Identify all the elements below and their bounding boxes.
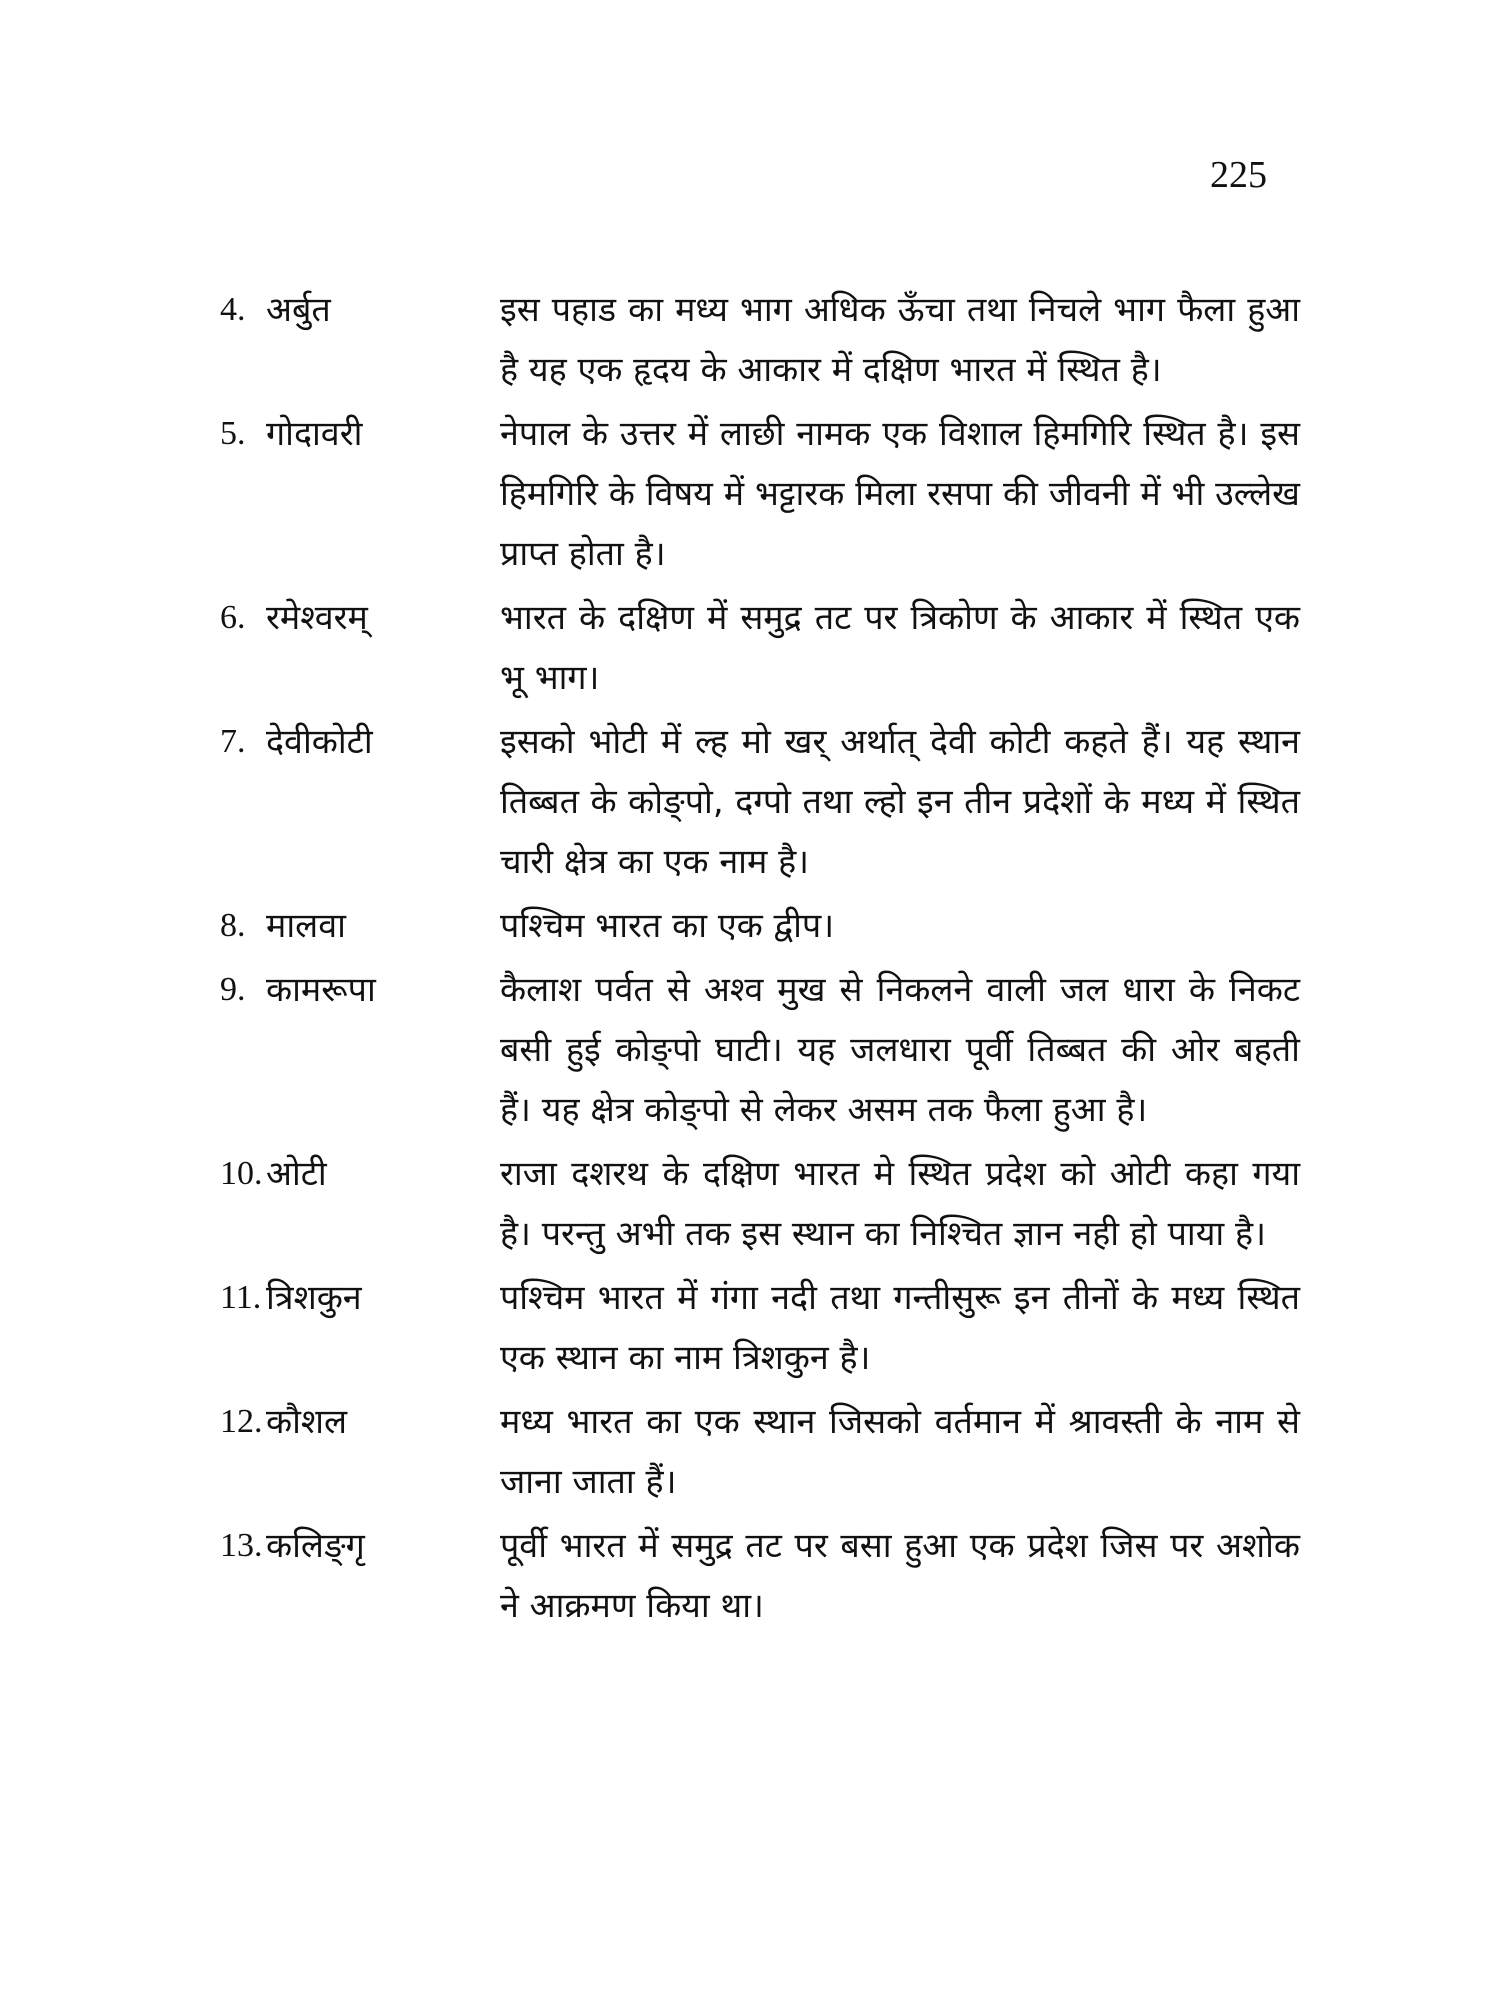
entry-term [220, 588, 500, 648]
entry-name: गोदावरी [266, 414, 363, 454]
entry-term [220, 712, 500, 772]
entry-description: इस पहाड का मध्य भाग अधिक ऊँचा तथा निचले भाग फैला हुआ है यह एक हृदय के आकार में दक्षिण भारत में स्थित है। [500, 290, 1300, 390]
glossary-entry [220, 404, 1300, 584]
glossary-entry [220, 896, 1300, 956]
entry-name: मालवा [266, 906, 346, 946]
page-number: 225 [1210, 154, 1267, 196]
entry-name: रमेश्वरम् [266, 598, 368, 638]
glossary-entry [220, 588, 1300, 708]
entry-name: देवीकोटी [266, 722, 373, 762]
glossary-entry [220, 712, 1300, 892]
entry-name: कौशल [266, 1402, 348, 1442]
entry-number: 5. [220, 415, 246, 452]
entry-number: 11. [220, 1279, 262, 1316]
entry-term [220, 280, 500, 340]
entry-term [220, 1392, 500, 1452]
glossary-entry [220, 1392, 1300, 1512]
entry-number: 8. [220, 907, 246, 944]
entry-description: कैलाश पर्वत से अश्व मुख से निकलने वाली जल धारा के निकट बसी हुई कोङ्पो घाटी। यह जलधारा पूर्वी तिब्बत की ओर बहती हैं। यह क्षेत्र कोङ्पो से लेकर असम तक फैला हुआ है। [500, 970, 1300, 1130]
glossary-list [220, 280, 1300, 1640]
entry-name: अर्बुत [266, 290, 331, 330]
entry-description: पश्चिम भारत का एक द्वीप। [500, 906, 835, 946]
glossary-entry [220, 960, 1300, 1140]
entry-term [220, 1144, 500, 1204]
entry-description: राजा दशरथ के दक्षिण भारत मे स्थित प्रदेश को ओटी कहा गया है। परन्तु अभी तक इस स्थान का निश्चित ज्ञान नही हो पाया है। [500, 1154, 1300, 1254]
entry-term [220, 1516, 500, 1576]
entry-number: 4. [220, 291, 246, 328]
glossary-entry [220, 280, 1300, 400]
entry-term [220, 896, 500, 956]
entry-term [220, 404, 500, 464]
entry-term [220, 960, 500, 1020]
entry-number: 10. [220, 1155, 263, 1192]
entry-name: कलिङ्गृ [266, 1526, 365, 1566]
entry-term [220, 1268, 500, 1328]
entry-description: पूर्वी भारत में समुद्र तट पर बसा हुआ एक प्रदेश जिस पर अशोक ने आक्रमण किया था। [500, 1526, 1300, 1626]
glossary-entry [220, 1144, 1300, 1264]
entry-description: मध्य भारत का एक स्थान जिसको वर्तमान में श्रावस्ती के नाम से जाना जाता हैं। [500, 1402, 1300, 1502]
entry-name: ओटी [266, 1154, 327, 1194]
glossary-entry [220, 1516, 1300, 1636]
entry-number: 13. [220, 1527, 263, 1564]
entry-name: त्रिशकुन [266, 1278, 362, 1318]
entry-description: नेपाल के उत्तर में लाछी नामक एक विशाल हिमगिरि स्थित है। इस हिमगिरि के विषय में भट्टारक मिला रसपा की जीवनी में भी उल्लेख प्राप्त होता है। [500, 414, 1300, 574]
entry-number: 7. [220, 723, 246, 760]
entry-number: 12. [220, 1403, 263, 1440]
entry-number: 9. [220, 971, 246, 1008]
entry-name: कामरूपा [266, 970, 376, 1010]
entry-description: पश्चिम भारत में गंगा नदी तथा गन्तीसुरू इन तीनों के मध्य स्थित एक स्थान का नाम त्रिशकुन है। [500, 1278, 1300, 1378]
entry-description: भारत के दक्षिण में समुद्र तट पर त्रिकोण के आकार में स्थित एक भू भाग। [500, 598, 1300, 698]
glossary-entry [220, 1268, 1300, 1388]
entry-description: इसको भोटी में ल्ह मो खर् अर्थात् देवी कोटी कहते हैं। यह स्थान तिब्बत के कोङ्पो, दग्पो तथा ल्हो इन तीन प्रदेशों के मध्य में स्थित चारी क्षेत्र का एक नाम है। [500, 722, 1300, 882]
entry-number: 6. [220, 599, 246, 636]
